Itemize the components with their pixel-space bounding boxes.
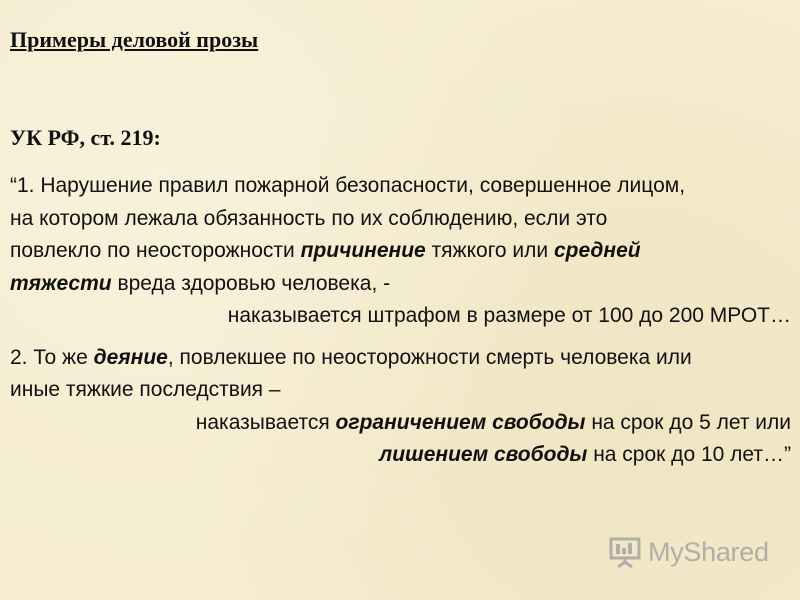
part1-line3-text-a: повлекло по неосторожности xyxy=(10,239,301,262)
term-lishenie-svobody: лишением свободы xyxy=(379,443,588,466)
term-tyazhesti: тяжести xyxy=(10,271,112,295)
watermark xyxy=(608,535,769,569)
part2-line4-text-b: на срок до 10 лет…” xyxy=(587,443,791,466)
part1-line3 xyxy=(10,235,795,268)
part2-line2: иные тяжкие последствия – xyxy=(10,378,281,401)
part1-line4-text-b: вреда здоровью человека, - xyxy=(111,271,391,295)
term-prichinenie: причинение xyxy=(300,239,426,262)
paragraph-gap xyxy=(10,333,795,342)
part2-line1 xyxy=(10,342,795,375)
part2-penalty-line2 xyxy=(10,439,795,472)
term-deyanie: деяние xyxy=(93,345,168,369)
part1-line2: на котором лежала обязанность по их соблюдению, если это xyxy=(10,206,608,230)
part2-line3-text-a: наказывается xyxy=(195,410,336,434)
slide-title: Примеры деловой прозы xyxy=(10,27,259,52)
presentation-board-icon xyxy=(608,535,642,569)
part2-line3-text-c: на срок до 5 лет или xyxy=(585,410,791,434)
part1-penalty: наказывается штрафом в размере от 100 до 200 МРОТ… xyxy=(227,304,791,327)
part2-line1-text-c: , повлекшее по неосторожности смерть человека или xyxy=(167,345,692,369)
part1-line1: “1. Нарушение правил пожарной безопасности, совершенное лицом, xyxy=(10,174,686,197)
law-text xyxy=(10,170,795,472)
part1-line3-text-c: тяжкого или xyxy=(425,239,554,262)
term-srednej: средней xyxy=(553,239,641,262)
law-reference: УК РФ, ст. 219: xyxy=(10,125,161,150)
watermark-text: MyShared xyxy=(648,536,769,567)
term-ogranichenie-svobody: ограничением свободы xyxy=(335,410,586,434)
part2-line1-text-a: 2. То же xyxy=(10,345,94,369)
part2-penalty-line1 xyxy=(10,407,795,440)
part1-line4 xyxy=(10,268,795,301)
